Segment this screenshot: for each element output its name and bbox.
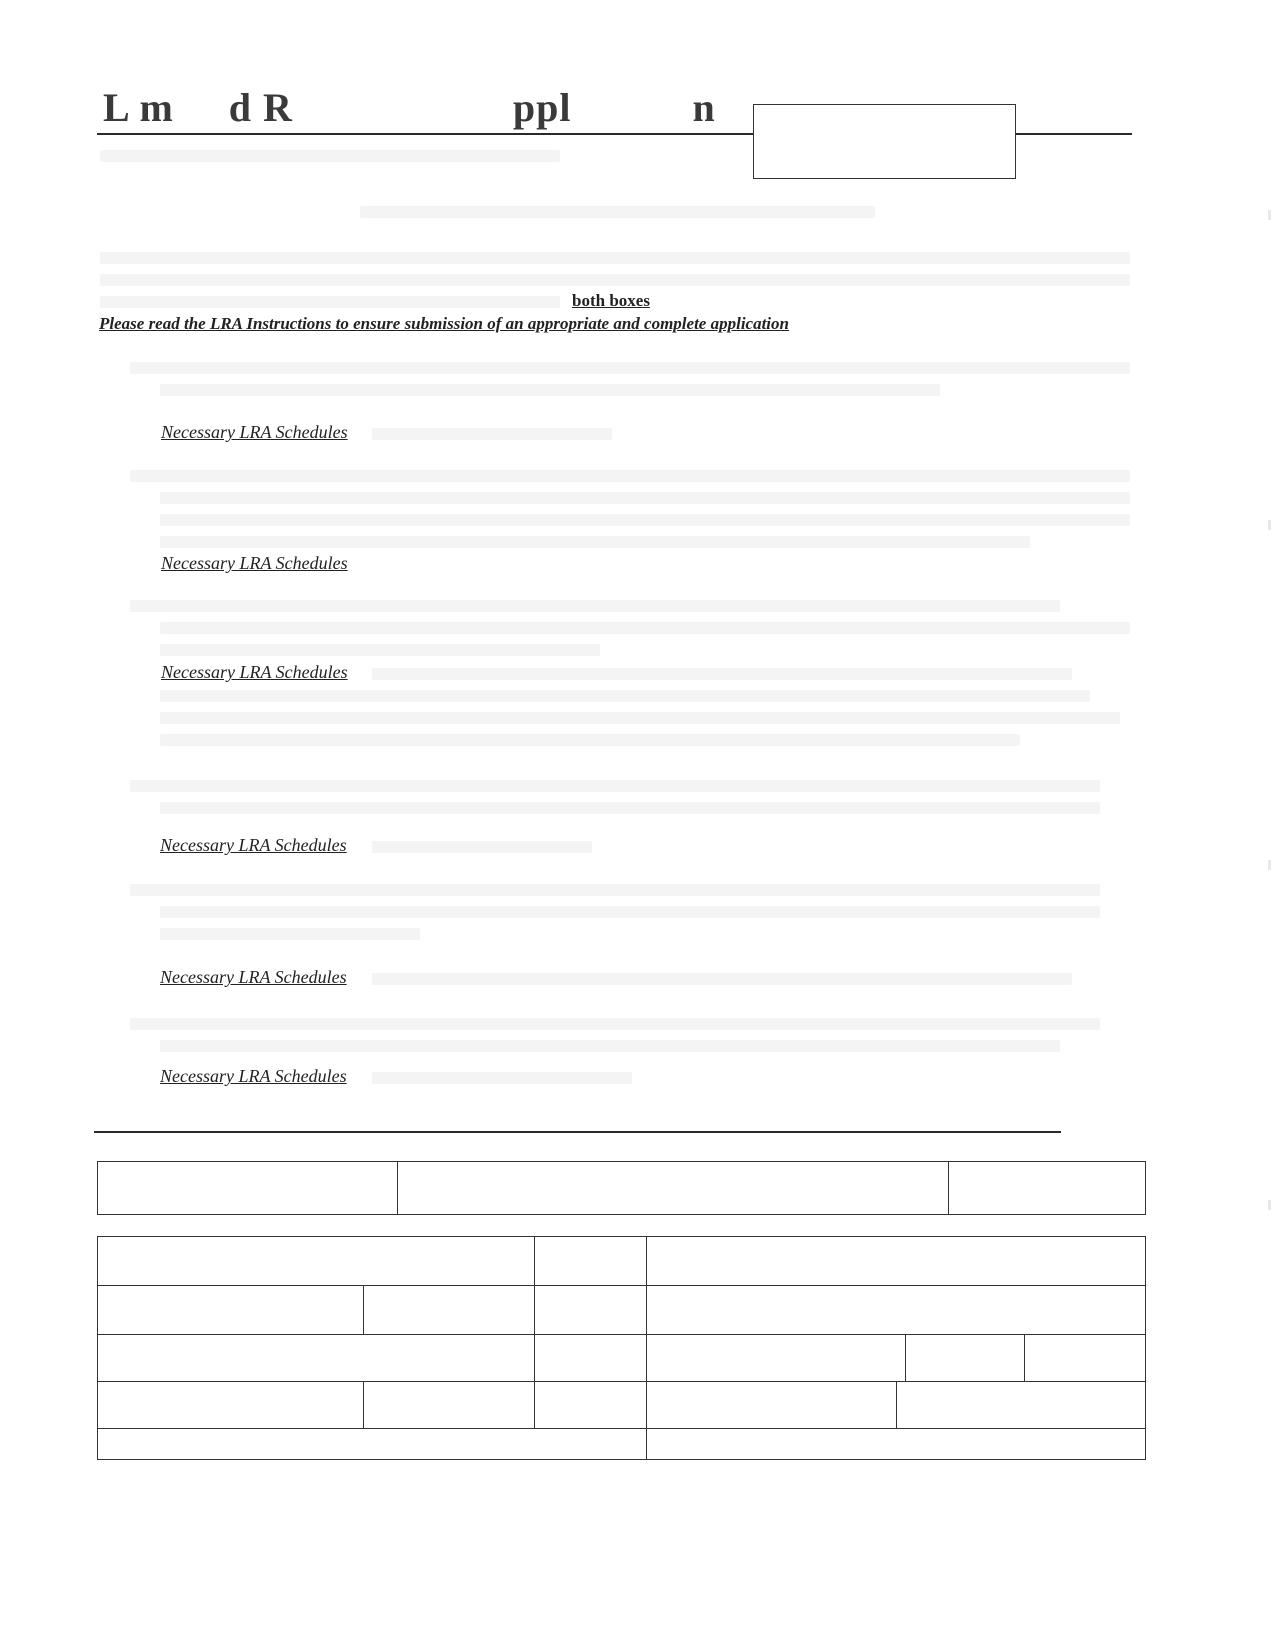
faded-text-line bbox=[160, 384, 940, 396]
necessary-schedules-label: Necessary LRA Schedules bbox=[160, 967, 347, 987]
faded-text-line bbox=[372, 428, 612, 440]
form-field-box[interactable] bbox=[398, 1162, 949, 1215]
faded-text-line bbox=[100, 252, 1130, 264]
necessary-schedules-label: Necessary LRA Schedules bbox=[160, 1066, 347, 1086]
faded-text-line bbox=[100, 274, 1130, 286]
faded-text-line bbox=[160, 802, 1100, 814]
scan-edge-mark bbox=[1268, 520, 1271, 530]
form-field-box[interactable] bbox=[98, 1286, 364, 1335]
section-divider bbox=[94, 1131, 1061, 1133]
faded-text-line bbox=[160, 514, 1130, 526]
form-field-box[interactable] bbox=[98, 1237, 535, 1286]
faded-text-line bbox=[130, 1018, 1100, 1030]
faded-text-line bbox=[100, 150, 560, 162]
faded-text-line bbox=[160, 536, 1030, 548]
form-field-box[interactable] bbox=[897, 1382, 1146, 1429]
form-field-box[interactable] bbox=[647, 1237, 1146, 1286]
faded-text-line bbox=[160, 492, 1130, 504]
faded-text-line bbox=[130, 780, 1100, 792]
faded-text-line bbox=[130, 600, 1060, 612]
form-field-box[interactable] bbox=[647, 1382, 897, 1429]
faded-text-line bbox=[130, 470, 1130, 482]
form-field-box[interactable] bbox=[906, 1335, 1025, 1382]
necessary-schedules-label: Necessary LRA Schedules bbox=[160, 835, 347, 855]
office-use-box bbox=[753, 104, 1016, 179]
form-field-box[interactable] bbox=[949, 1162, 1146, 1215]
faded-text-line bbox=[100, 296, 560, 308]
form-field-box[interactable] bbox=[535, 1237, 647, 1286]
document-title: L m d R ppl n bbox=[103, 85, 716, 130]
necessary-schedules-label: Necessary LRA Schedules bbox=[161, 422, 348, 442]
form-field-box[interactable] bbox=[98, 1382, 364, 1429]
faded-text-line bbox=[160, 690, 1090, 702]
scan-edge-mark bbox=[1268, 1200, 1271, 1210]
faded-text-line bbox=[160, 644, 600, 656]
scan-edge-mark bbox=[1268, 860, 1271, 870]
faded-text-line bbox=[160, 906, 1100, 918]
title-rule-left bbox=[97, 133, 754, 135]
form-field-box[interactable] bbox=[364, 1286, 535, 1335]
form-field-box[interactable] bbox=[647, 1335, 906, 1382]
form-field-box[interactable] bbox=[98, 1162, 398, 1215]
faded-text-line bbox=[160, 734, 1020, 746]
faded-text-line bbox=[160, 622, 1130, 634]
form-field-box[interactable] bbox=[98, 1429, 647, 1460]
contact-details-grid bbox=[97, 1236, 1146, 1460]
faded-text-line bbox=[372, 668, 1072, 680]
faded-text-line bbox=[160, 1040, 1060, 1052]
faded-text-line bbox=[160, 928, 420, 940]
form-field-box[interactable] bbox=[535, 1286, 647, 1335]
form-field-box[interactable] bbox=[535, 1335, 647, 1382]
form-field-box[interactable] bbox=[98, 1335, 535, 1382]
scan-edge-mark bbox=[1268, 210, 1271, 220]
form-field-box[interactable] bbox=[535, 1382, 647, 1429]
faded-text-line bbox=[130, 362, 1130, 374]
form-field-box[interactable] bbox=[647, 1429, 1146, 1460]
form-field-box[interactable] bbox=[364, 1382, 535, 1429]
necessary-schedules-label: Necessary LRA Schedules bbox=[161, 662, 348, 682]
both-boxes-emphasis: both boxes bbox=[572, 291, 650, 310]
title-rule-right bbox=[1016, 133, 1132, 135]
faded-text-line bbox=[372, 1072, 632, 1084]
instructions-note: Please read the LRA Instructions to ensure submission of an appropriate and complete application bbox=[99, 314, 789, 333]
faded-text-line bbox=[372, 841, 592, 853]
faded-text-line bbox=[160, 712, 1120, 724]
faded-text-line bbox=[130, 884, 1100, 896]
necessary-schedules-label: Necessary LRA Schedules bbox=[161, 553, 348, 573]
faded-text-line bbox=[372, 973, 1072, 985]
faded-text-line bbox=[360, 206, 875, 218]
form-field-box[interactable] bbox=[647, 1286, 1146, 1335]
form-field-box[interactable] bbox=[1025, 1335, 1146, 1382]
applicant-box-row bbox=[97, 1161, 1146, 1215]
